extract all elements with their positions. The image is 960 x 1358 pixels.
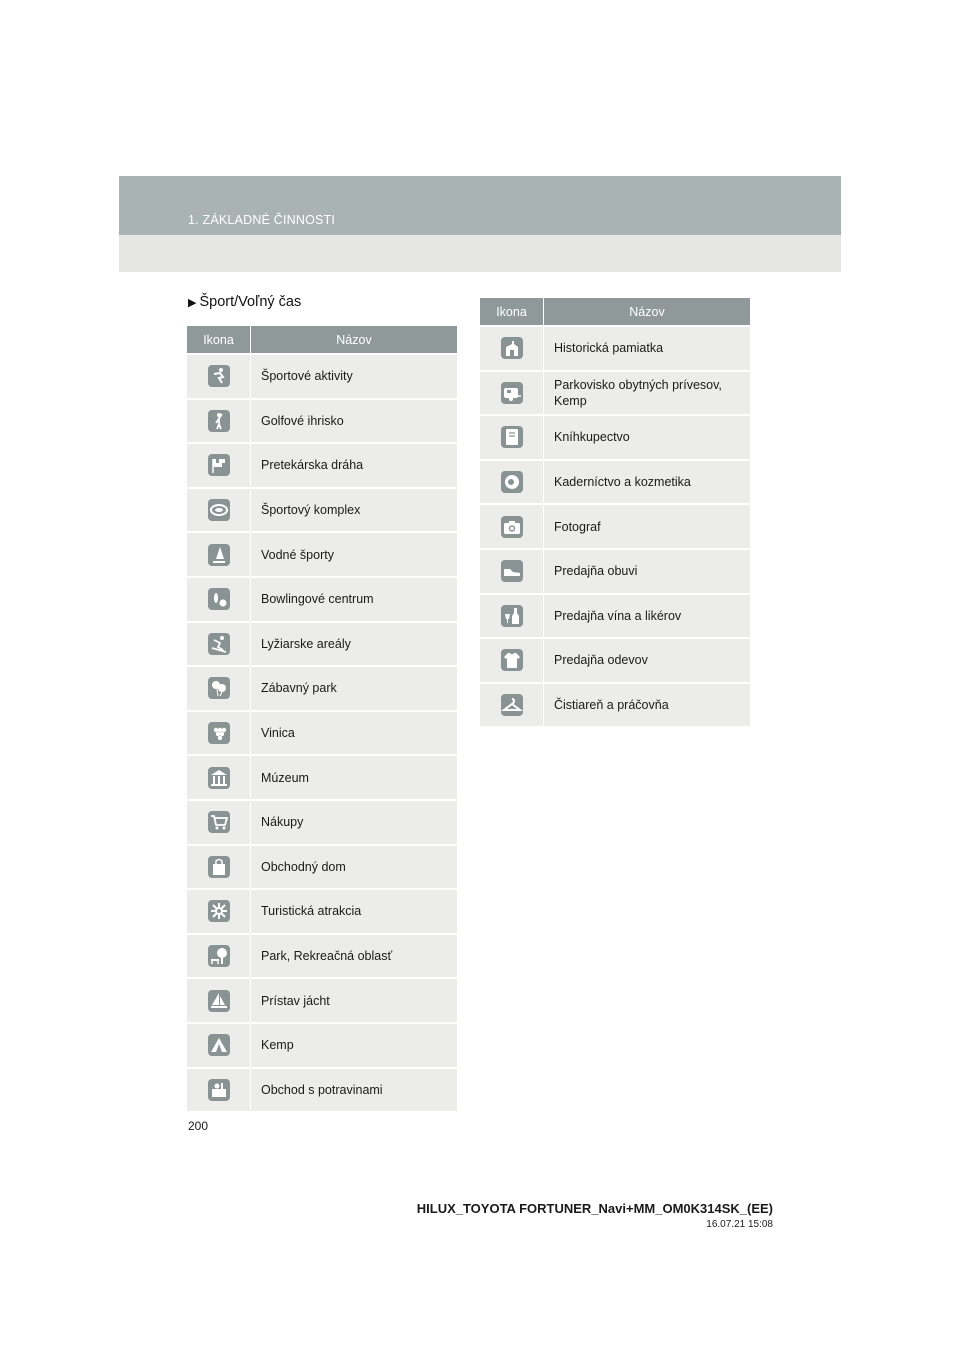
- grocery-basket-icon: [208, 1079, 230, 1101]
- icon-cell: [187, 933, 250, 978]
- table-row: [187, 531, 457, 576]
- table-row: [187, 621, 457, 666]
- shoe-icon: [501, 560, 523, 582]
- icon-cell: [480, 637, 543, 682]
- table-row: [187, 799, 457, 844]
- table-row: [480, 593, 750, 638]
- name-cell: Turistická atrakcia: [250, 888, 457, 933]
- table-row: [480, 325, 750, 370]
- name-cell: Fotograf: [543, 503, 750, 548]
- name-cell: Predajňa obuvi: [543, 548, 750, 593]
- name-cell: Kníhkupectvo: [543, 414, 750, 459]
- icon-cell: [187, 442, 250, 487]
- wine-bottle-icon: [501, 605, 523, 627]
- name-cell: Predajňa vína a likérov: [543, 593, 750, 638]
- triangle-marker-icon: ▶: [188, 297, 197, 309]
- table-row: [187, 398, 457, 443]
- icon-cell: [187, 977, 250, 1022]
- name-cell: Park, Rekreačná oblasť: [250, 933, 457, 978]
- icon-cell: [480, 682, 543, 727]
- table-row: [187, 576, 457, 621]
- name-cell: Obchod s potravinami: [250, 1067, 457, 1112]
- table-row: [480, 548, 750, 593]
- icon-cell: [480, 503, 543, 548]
- icon-cell: [187, 665, 250, 710]
- sailboat-icon: [208, 990, 230, 1012]
- table-row: [187, 754, 457, 799]
- name-cell: Lyžiarske areály: [250, 621, 457, 666]
- table-row: [480, 637, 750, 682]
- table-row: [480, 459, 750, 504]
- name-cell: Predajňa odevov: [543, 637, 750, 682]
- page-number: 200: [188, 1119, 209, 1133]
- camera-icon: [501, 516, 523, 538]
- icon-cell: [187, 799, 250, 844]
- table-row: [187, 442, 457, 487]
- name-cell: Športový komplex: [250, 487, 457, 532]
- name-cell: Golfové ihrisko: [250, 398, 457, 443]
- table-row: [480, 370, 750, 415]
- column-header-icon: Ikona: [480, 298, 543, 325]
- name-cell: Parkovisko obytných prívesov, Kemp: [543, 370, 750, 415]
- name-cell: Kaderníctvo a kozmetika: [543, 459, 750, 504]
- table-row: [187, 487, 457, 532]
- icon-cell: [187, 531, 250, 576]
- name-cell: Kemp: [250, 1022, 457, 1067]
- shopping-icon-table: [480, 298, 750, 726]
- table-row: [187, 977, 457, 1022]
- table-row: [187, 353, 457, 398]
- windsurf-icon: [208, 544, 230, 566]
- icon-cell: [187, 576, 250, 621]
- document-date: 16.07.21 15:08: [706, 1219, 773, 1230]
- tent-icon: [208, 1034, 230, 1056]
- balloon-icon: [208, 677, 230, 699]
- table-row: [480, 503, 750, 548]
- icon-cell: [187, 621, 250, 666]
- name-cell: Bowlingové centrum: [250, 576, 457, 621]
- icon-cell: [480, 548, 543, 593]
- table-row: [187, 1067, 457, 1112]
- name-cell: Historická pamiatka: [543, 325, 750, 370]
- header-sub-band: [119, 235, 841, 272]
- name-cell: Vodné športy: [250, 531, 457, 576]
- skiing-icon: [208, 633, 230, 655]
- column-header-icon: Ikona: [187, 326, 250, 353]
- table-row: [187, 888, 457, 933]
- section-title: 1. ZÁKLADNÉ ČINNOSTI: [188, 213, 336, 227]
- book-icon: [501, 426, 523, 448]
- stadium-icon: [208, 499, 230, 521]
- bowling-icon: [208, 588, 230, 610]
- icon-cell: [480, 593, 543, 638]
- icon-cell: [187, 398, 250, 443]
- icon-cell: [480, 414, 543, 459]
- caravan-icon: [501, 382, 523, 404]
- name-cell: Vinica: [250, 710, 457, 755]
- icon-cell: [187, 754, 250, 799]
- icon-cell: [480, 370, 543, 415]
- sport-icon-table: [187, 326, 457, 1111]
- attraction-icon: [208, 900, 230, 922]
- name-cell: Prístav jácht: [250, 977, 457, 1022]
- shirt-icon: [501, 649, 523, 671]
- shopping-bag-icon: [208, 856, 230, 878]
- name-cell: Múzeum: [250, 754, 457, 799]
- grapes-icon: [208, 722, 230, 744]
- table-row: [480, 682, 750, 727]
- table-row: [187, 665, 457, 710]
- name-cell: Obchodný dom: [250, 844, 457, 889]
- name-cell: Čistiareň a práčovňa: [543, 682, 750, 727]
- park-icon: [208, 945, 230, 967]
- icon-cell: [187, 353, 250, 398]
- name-cell: Nákupy: [250, 799, 457, 844]
- icon-cell: [187, 1022, 250, 1067]
- icon-cell: [480, 325, 543, 370]
- icon-cell: [187, 710, 250, 755]
- table-row: [187, 710, 457, 755]
- table-row: [187, 844, 457, 889]
- museum-icon: [208, 767, 230, 789]
- column-header-name: Názov: [250, 326, 457, 353]
- heading-text: Šport/Voľný čas: [199, 294, 302, 310]
- hanger-icon: [501, 694, 523, 716]
- sports-icon: [208, 365, 230, 387]
- icon-cell: [187, 1067, 250, 1112]
- table-row: [480, 414, 750, 459]
- sport-heading: [188, 294, 301, 310]
- document-id: HILUX_TOYOTA FORTUNER_Navi+MM_OM0K314SK_(EE): [416, 1201, 773, 1216]
- name-cell: Zábavný park: [250, 665, 457, 710]
- hair-salon-icon: [501, 471, 523, 493]
- column-header-name: Názov: [543, 298, 750, 325]
- table-row: [187, 1022, 457, 1067]
- name-cell: Pretekárska dráha: [250, 442, 457, 487]
- table-row: [187, 933, 457, 978]
- shopping-cart-icon: [208, 811, 230, 833]
- icon-cell: [480, 459, 543, 504]
- name-cell: Športové aktivity: [250, 353, 457, 398]
- monument-icon: [501, 337, 523, 359]
- golf-icon: [208, 410, 230, 432]
- icon-cell: [187, 888, 250, 933]
- icon-cell: [187, 487, 250, 532]
- race-flag-icon: [208, 454, 230, 476]
- icon-cell: [187, 844, 250, 889]
